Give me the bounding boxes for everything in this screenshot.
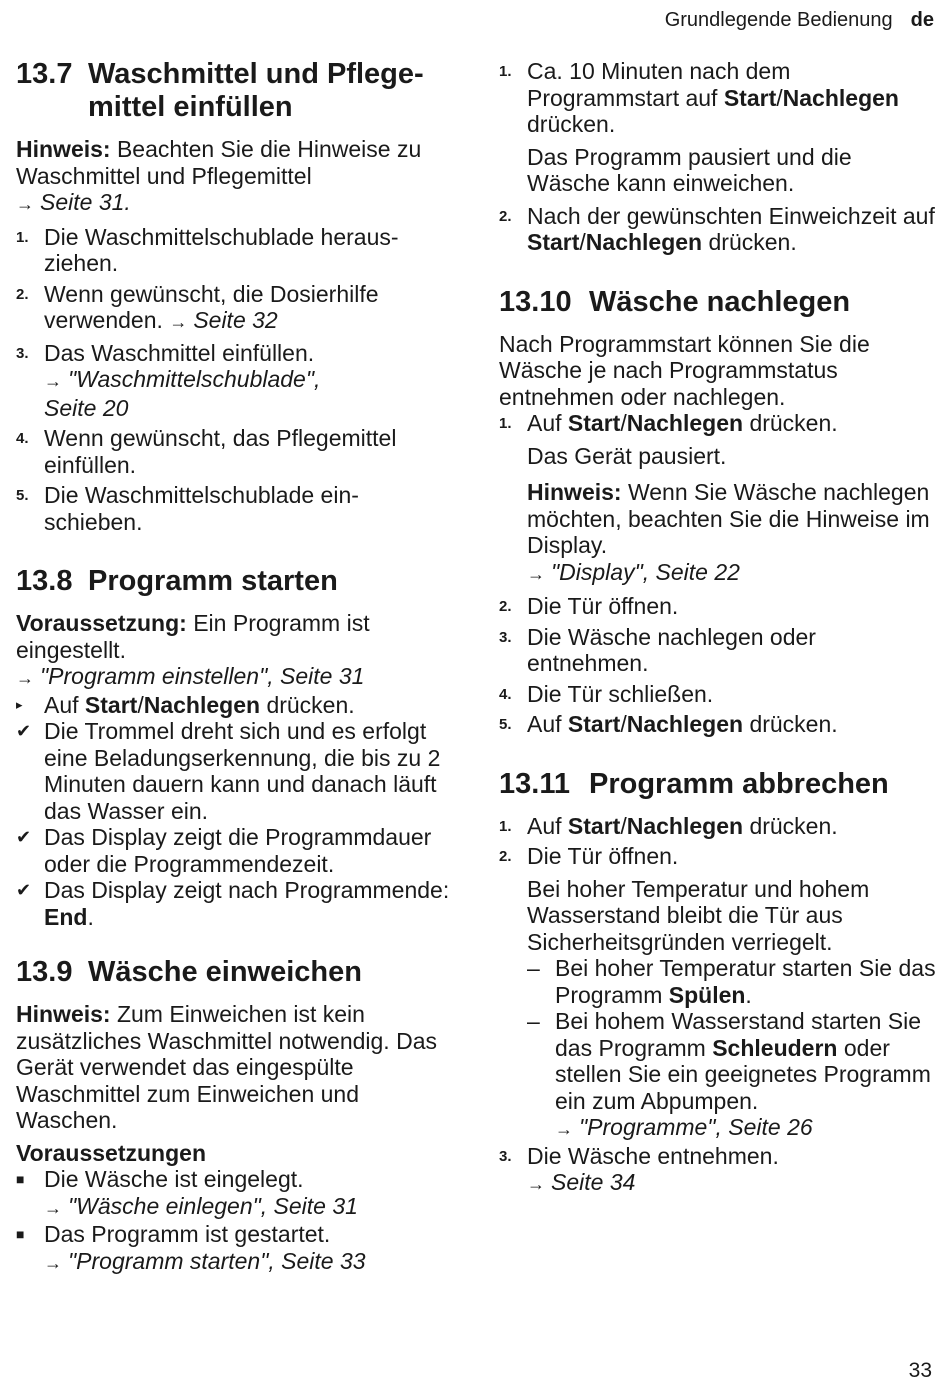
section-13-9-title: 13.9 Wäsche einweichen <box>16 956 362 988</box>
section-13-8 <box>16 565 456 930</box>
section-13-9 <box>16 956 456 1276</box>
list-item: 3. Die Wäsche entnehmen. → Seite 34 <box>499 1142 779 1195</box>
result-item: ✔ Das Display zeigt die Programmdauer oder die Programmendezeit. <box>16 824 432 877</box>
list-item: – Bei hoher Temperatur starten Sie das Programm Spülen. <box>527 955 936 1008</box>
arrow-right-icon: → <box>527 1174 545 1194</box>
action-step: ▸ Auf Start/Nachlegen drücken. <box>16 691 355 718</box>
list-item: ■ Die Wäsche ist eingelegt. → "Wäsche einlegen", Seite 31 <box>16 1166 358 1219</box>
section-13-10-title: 13.10 Wäsche nachlegen <box>499 285 851 318</box>
arrow-right-icon: → <box>16 668 34 688</box>
list-item: 1. Auf Start/Nachlegen drücken. <box>499 410 838 436</box>
hint-13-10: Hinweis: Wenn Sie Wäsche nachlegen möchten, beachten Sie die Hinweise im Display. → "Display", Seite 22 <box>527 479 930 585</box>
result-item: ✔ Die Trommel dreht sich und es erfolgt eine Beladungserkennung, die bis zu 2 Minuten dauern kann und danach läuft das Wasser ein. <box>16 718 441 824</box>
precondition-13-8: Voraussetzung: Ein Programm ist eingestellt. → "Programm einstellen", Seite 31 <box>16 610 370 689</box>
list-item: 5. Die Waschmittelschublade ein-schieben. <box>16 482 359 535</box>
list-item: ■ Das Programm ist gestartet. → "Programm starten", Seite 33 <box>16 1221 366 1274</box>
check-icon: ✔ <box>16 827 32 847</box>
list-item: – Bei hohem Wasserstand starten Sie das Programm Schleudern oder stellen Sie ein geeignetes Programm ein zum Abpumpen. → "Programme", Seite 26 <box>527 1008 931 1140</box>
list-item: 1. Ca. 10 Minuten nach dem Programmstart auf Start/Nachlegen drücken. <box>499 58 899 137</box>
check-icon: ✔ <box>16 721 32 741</box>
step-result: Bei hoher Temperatur und hohem Wasserstand bleibt die Tür aus Sicherheitsgründen verriegelt. – Bei hoher Temperatur starten Sie das Programm Spülen. – Bei hohem Wasserstand starten Sie das Programm Schleudern oder stellen Sie ein geeignetes Programm ein zum Abpumpen. → "Programme", Seite 26 <box>499 876 939 1143</box>
section-13-8-title: 13.8 Programm starten <box>16 565 338 597</box>
list-item: 5. Auf Start/Nachlegen drücken. <box>499 711 838 737</box>
section-13-7 <box>16 58 456 535</box>
left-column <box>16 58 456 1276</box>
list-item: 1. Auf Start/Nachlegen drücken. <box>499 812 838 839</box>
header-lang: de <box>910 9 934 31</box>
page-header <box>665 8 934 32</box>
header-section: Grundlegende Bedienung <box>664 9 893 31</box>
check-icon: ✔ <box>16 880 32 900</box>
hint-13-9: Hinweis: Zum Einweichen ist kein zusätzliches Waschmittel notwendig. Das Gerät verwendet das eingespülte Waschmittel zum Einweichen und Waschen. <box>16 1001 437 1133</box>
arrow-right-icon: → <box>44 371 62 391</box>
list-item: 1. Die Waschmittelschublade heraus-ziehen. <box>16 223 399 276</box>
arrow-right-icon: → <box>44 1252 62 1273</box>
list-item: 3. Die Wäsche nachlegen oder entnehmen. <box>499 623 816 676</box>
list-item: 2. Wenn gewünscht, die Dosierhilfe verwenden. → Seite 32 <box>16 280 379 333</box>
intro-13-10: Nach Programmstart können Sie die Wäsche je nach Programmstatus entnehmen oder nachlegen. <box>499 330 870 410</box>
right-column <box>499 58 939 1202</box>
arrow-right-icon: → <box>16 194 34 214</box>
triangle-bullet-icon: ▸ <box>16 696 23 712</box>
list-item: 2. Die Tür öffnen. <box>499 843 679 869</box>
arrow-right-icon: → <box>44 1197 62 1218</box>
step-result: Das Gerät pausiert. <box>527 442 727 469</box>
section-13-7-title: 13.7 Waschmittel und Pflege- mittel einfüllen <box>16 58 424 123</box>
list-item: 2. Die Tür öffnen. <box>499 593 679 619</box>
square-bullet-icon: ■ <box>16 1226 25 1242</box>
section-13-11 <box>499 768 939 1198</box>
list-item: 4. Die Tür schließen. <box>499 680 714 707</box>
section-13-11-title: 13.11 Programm abbrechen <box>499 767 889 800</box>
page-number: 33 <box>908 1358 932 1382</box>
arrow-right-icon: → <box>555 1119 573 1139</box>
arrow-right-icon: → <box>527 563 545 584</box>
list-item: 2. Nach der gewünschten Einweichzeit auf Start/Nachlegen drücken. <box>499 202 935 255</box>
result-item: ✔ Das Display zeigt nach Programmende: End. <box>16 877 450 930</box>
hint-13-7: Hinweis: Beachten Sie die Hinweise zu Waschmittel und Pflegemittel → Seite 31. <box>16 136 422 215</box>
section-13-10 <box>499 286 939 738</box>
square-bullet-icon: ■ <box>16 1171 25 1187</box>
list-item: 4. Wenn gewünscht, das Pflegemittel einfüllen. <box>16 425 397 478</box>
arrow-right-icon: → <box>169 312 188 332</box>
step-result: Das Programm pausiert und die Wäsche kann einweichen. <box>527 143 852 196</box>
preconditions-label: Voraussetzungen <box>16 1139 206 1166</box>
list-item: 3. Das Waschmittel einfüllen. → "Waschmittelschublade", Seite 20 <box>16 339 321 421</box>
